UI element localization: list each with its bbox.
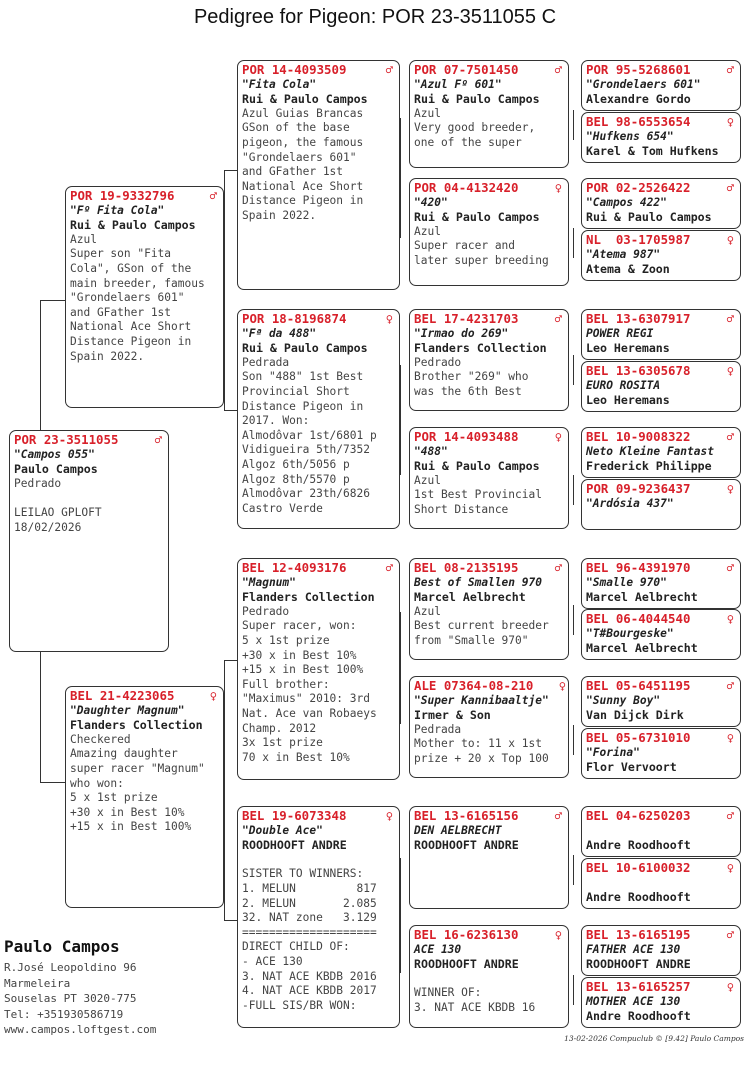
pigeon-card-sire[interactable] [65, 186, 224, 408]
ring-number: BEL 98-6553654 [586, 114, 691, 129]
pigeon-card-g15[interactable] [581, 925, 741, 976]
pigeon-name: ACE 130 [414, 942, 462, 956]
connector-line [400, 612, 401, 724]
male-icon: ♂ [726, 312, 734, 326]
connector-line [40, 782, 65, 783]
note: WINNER OF: 3. NAT ACE KBDB 16 [414, 986, 536, 1014]
connector-line [400, 118, 401, 238]
male-icon: ♂ [726, 928, 734, 942]
female-icon: ♀ [554, 430, 562, 444]
note: Brother "269" who was the 6th Best [414, 370, 529, 398]
pigeon-name: POWER REGI [586, 326, 654, 340]
ring-number: POR 14-4093509 [242, 62, 347, 77]
pigeon-card-dam[interactable] [65, 686, 224, 908]
owner: Rui & Paulo Campos [242, 341, 368, 356]
color: Checkered [70, 732, 131, 746]
pigeon-name: EURO ROSITA [586, 378, 661, 392]
ring-number: POR 09-9236437 [586, 481, 691, 496]
pigeon-name: "Super Kannibaaltje" [414, 693, 549, 707]
ring-number: BEL 10-9008322 [586, 429, 691, 444]
pigeon-card-sire-dam[interactable] [237, 309, 400, 529]
ring-number: BEL 06-4044540 [586, 611, 691, 626]
pigeon-name: "Fª da 488" [242, 326, 317, 340]
pigeon-name: "Azul Fº 601" [414, 77, 502, 91]
pigeon-card-sss[interactable] [409, 60, 569, 168]
pigeon-card-g12[interactable] [581, 728, 741, 779]
pigeon-card-subject[interactable] [9, 430, 169, 652]
female-icon: ♀ [558, 679, 566, 693]
pigeon-name: "Irmao do 269" [414, 326, 509, 340]
pigeon-name: Best of Smallen 970 [414, 575, 542, 589]
note: SISTER TO WINNERS: 1. MELUN 817 2. MELUN 2.085 32. NAT zone 3.129 ==================== DIRECT CHILD OF: - ACE 130 3. NAT ACE KBDB 2016 4. NAT ACE KBDB 2017 -FULL SIS/BR WON: [242, 867, 377, 1012]
male-icon: ♂ [554, 312, 562, 326]
pigeon-card-g3[interactable] [581, 178, 741, 229]
owner: Rui & Paulo Campos [414, 92, 540, 107]
connector-line [224, 170, 225, 300]
pigeon-card-g2[interactable] [581, 112, 741, 163]
owner: Alexandre Gordo [586, 92, 691, 107]
pigeon-card-g4[interactable] [581, 230, 741, 281]
breeder-name: Paulo Campos [4, 937, 120, 956]
pigeon-card-ssd[interactable] [409, 178, 569, 286]
note: Best current breeder from "Smalle 970" [414, 619, 549, 647]
pigeon-name: "Fº Fita Cola" [70, 203, 165, 217]
owner: Frederick Philippe [586, 459, 712, 474]
owner: Paulo Campos [14, 462, 98, 477]
ring-number: BEL 10-6100032 [586, 860, 691, 875]
female-icon: ♀ [726, 482, 734, 496]
pigeon-name: MOTHER ACE 130 [586, 994, 681, 1008]
color: Azul [414, 473, 441, 487]
owner: Van Dijck Dirk [586, 708, 684, 723]
ring-number: POR 07-7501450 [414, 62, 519, 77]
owner: Flanders Collection [414, 341, 547, 356]
owner: Andre Roodhooft [586, 837, 691, 852]
ring-number: BEL 13-6165156 [414, 808, 519, 823]
owner: Rui & Paulo Campos [414, 459, 540, 474]
ring-number: POR 04-4132420 [414, 180, 519, 195]
color: Azul [414, 604, 441, 618]
note: Very good breeder, one of the super [414, 121, 536, 149]
color: Pedrada [242, 355, 290, 369]
color: Azul Guias Brancas [242, 106, 364, 120]
pigeon-name [586, 876, 736, 890]
note: Mother to: 11 x 1st prize + 20 x Top 100 [414, 737, 549, 765]
male-icon: ♂ [209, 189, 217, 203]
owner: Leo Heremans [586, 393, 670, 408]
owner: Flanders Collection [70, 718, 203, 733]
pigeon-name [586, 824, 736, 838]
color: Pedrada [414, 722, 462, 736]
ring-number: BEL 05-6731010 [586, 730, 691, 745]
ring-number: POR 18-8196874 [242, 311, 347, 326]
connector-line [573, 110, 574, 140]
male-icon: ♂ [726, 63, 734, 77]
connector-line [573, 975, 574, 1005]
color: Azul [70, 232, 97, 246]
female-icon: ♀ [209, 689, 217, 703]
ring-number: POR 95-5268601 [586, 62, 691, 77]
pigeon-card-dam-dam[interactable] [237, 806, 400, 1028]
pigeon-card-sdd[interactable] [409, 427, 569, 529]
connector-line [40, 652, 41, 782]
print-stamp: 13-02-2026 Compuclub © [9.42] Paulo Campos [564, 1034, 744, 1043]
owner: ROODHOOFT ANDRE [586, 957, 691, 972]
pigeon-name: "Fita Cola" [242, 77, 317, 91]
owner: Karel & Tom Hufkens [586, 144, 719, 159]
ring-number: BEL 21-4223065 [70, 688, 175, 703]
pigeon-name: FATHER ACE 130 [586, 942, 681, 956]
male-icon: ♂ [385, 561, 393, 575]
ring-number: BEL 19-6073348 [242, 808, 347, 823]
pigeon-name: "Campos 055" [14, 447, 95, 461]
connector-line [224, 660, 237, 661]
owner: Marcel Aelbrecht [586, 641, 698, 656]
connector-line [400, 365, 401, 475]
pigeon-card-g7[interactable] [581, 427, 741, 478]
owner: Andre Roodhooft [586, 1009, 691, 1024]
connector-line [224, 170, 237, 171]
pigeon-card-dsd[interactable] [409, 676, 569, 778]
connector-line [573, 355, 574, 385]
page-title: Pedigree for Pigeon: POR 23-3511055 C [193, 6, 557, 28]
color: Pedrado [242, 604, 290, 618]
pigeon-name: "Grondelaers 601" [586, 77, 701, 91]
pigeon-name: "Campos 422" [586, 195, 667, 209]
color: Azul [414, 224, 441, 238]
pigeon-card-g8[interactable] [581, 479, 741, 530]
pigeon-card-dds[interactable] [409, 806, 569, 909]
connector-line [224, 300, 225, 410]
pigeon-name: Neto Kleine Fantast [586, 444, 714, 458]
connector-line [40, 300, 41, 432]
owner: Rui & Paulo Campos [414, 210, 540, 225]
pigeon-name: "Atema 987" [586, 247, 661, 261]
owner: Flanders Collection [242, 590, 375, 605]
pigeon-name: "T#Bourgeske" [586, 626, 674, 640]
pigeon-card-g10[interactable] [581, 609, 741, 660]
connector-line [224, 660, 225, 920]
female-icon: ♀ [385, 809, 393, 823]
connector-line [573, 228, 574, 258]
ring-number: BEL 04-6250203 [586, 808, 691, 823]
owner: ROODHOOFT ANDRE [414, 957, 519, 972]
connector-line [573, 605, 574, 635]
note: Son "488" 1st Best Provincial Short Distance Pigeon in 2017. Won: Almodôvar 1st/6801 p Vidigueira 5th/7352 Algoz 6th/5056 p Algoz 8th/5570 p Almodôvar 23th/6826 Castro Verde [242, 370, 377, 515]
connector-line [40, 300, 65, 301]
pigeon-card-g11[interactable] [581, 676, 741, 727]
ring-number: POR 19-9332796 [70, 188, 175, 203]
female-icon: ♀ [726, 364, 734, 378]
pigeon-card-g6[interactable] [581, 361, 741, 412]
female-icon: ♀ [554, 928, 562, 942]
female-icon: ♀ [726, 980, 734, 994]
ring-number: BEL 05-6451195 [586, 678, 691, 693]
ring-number: BEL 17-4231703 [414, 311, 519, 326]
connector-line [224, 920, 237, 921]
ring-number: BEL 12-4093176 [242, 560, 347, 575]
ring-number: BEL 13-6165257 [586, 979, 691, 994]
owner: Rui & Paulo Campos [242, 92, 368, 107]
pigeon-name: "Daughter Magnum" [70, 703, 185, 717]
ring-number: BEL 13-6305678 [586, 363, 691, 378]
ring-number: NL 03-1705987 [586, 232, 691, 247]
male-icon: ♂ [726, 809, 734, 823]
ring-number: POR 23-3511055 [14, 432, 119, 447]
ring-number: POR 02-2526422 [586, 180, 691, 195]
note: Super racer, won: 5 x 1st prize +30 x in Best 10% +15 x in Best 100% Full brother: "Maximus" 2010: 3rd Nat. Ace van Robaeys Champ. 2012 3x 1st prize 70 x in Best 10% [242, 619, 377, 764]
pigeon-card-sds[interactable] [409, 309, 569, 411]
note: Amazing daughter super racer "Magnum" who won: 5 x 1st prize +30 x in Best 10% +15 x in Best 100% [70, 747, 205, 834]
pigeon-name: "Forina" [586, 745, 640, 759]
pigeon-card-g13[interactable] [581, 806, 741, 857]
owner: Rui & Paulo Campos [586, 210, 712, 225]
connector-line [573, 855, 574, 885]
color: Pedrado [14, 476, 62, 490]
pigeon-card-sire-sire[interactable] [237, 60, 400, 290]
male-icon: ♂ [726, 181, 734, 195]
owner: Atema & Zoon [586, 262, 670, 277]
female-icon: ♀ [385, 312, 393, 326]
ring-number: BEL 13-6307917 [586, 311, 691, 326]
owner: Marcel Aelbrecht [414, 590, 526, 605]
ring-number: BEL 16-6236130 [414, 927, 519, 942]
color: Pedrado [414, 355, 462, 369]
pigeon-name: "Magnum" [242, 575, 296, 589]
connector-line [573, 475, 574, 505]
ring-number: BEL 08-2135195 [414, 560, 519, 575]
connector-line [224, 410, 237, 411]
pigeon-name: "Smalle 970" [586, 575, 667, 589]
pigeon-card-dam-sire[interactable] [237, 558, 400, 780]
pigeon-card-dss[interactable] [409, 558, 569, 660]
note: LEILAO GPLOFT 18/02/2026 [14, 505, 102, 534]
pigeon-name: "Hufkens 654" [586, 129, 674, 143]
male-icon: ♂ [726, 430, 734, 444]
pigeon-name: "Sunny Boy" [586, 693, 661, 707]
pigeon-card-ddd[interactable] [409, 925, 569, 1028]
pigeon-name: "Double Ace" [242, 823, 323, 837]
color: Azul [414, 106, 441, 120]
male-icon: ♂ [385, 63, 393, 77]
pigeon-card-g16[interactable] [581, 977, 741, 1028]
breeder-address: R.José Leopoldino 96 Marmeleira Souselas PT 3020-775 Tel: +351930586719 www.campos.loftgest.com [4, 961, 157, 1036]
pigeon-card-g14[interactable] [581, 858, 741, 909]
owner: Andre Roodhooft [586, 889, 691, 904]
ring-number: POR 14-4093488 [414, 429, 519, 444]
owner: Irmer & Son [414, 708, 491, 723]
male-icon: ♂ [554, 809, 562, 823]
pigeon-name: DEN AELBRECHT [414, 823, 502, 837]
male-icon: ♂ [554, 63, 562, 77]
female-icon: ♀ [554, 181, 562, 195]
pigeon-name: "488" [414, 444, 448, 458]
female-icon: ♀ [726, 731, 734, 745]
ring-number: ALE 07364-08-210 [414, 678, 534, 693]
pigeon-card-g5[interactable] [581, 309, 741, 360]
female-icon: ♀ [726, 612, 734, 626]
male-icon: ♂ [726, 561, 734, 575]
owner: ROODHOOFT ANDRE [242, 838, 347, 853]
ring-number: BEL 13-6165195 [586, 927, 691, 942]
pigeon-card-g9[interactable] [581, 558, 741, 609]
female-icon: ♀ [726, 115, 734, 129]
owner: ROODHOOFT ANDRE [414, 838, 519, 853]
connector-line [400, 858, 401, 973]
note: 1st Best Provincial Short Distance [414, 488, 542, 516]
note: Super son "Fita Cola", GSon of the main breeder, famous "Grondelaers 601" and GFather 1st National Ace Short Distance Pigeon in Spain 2022. [70, 247, 205, 363]
male-icon: ♂ [726, 679, 734, 693]
pigeon-name: "Ardósia 437" [586, 496, 674, 510]
male-icon: ♂ [154, 433, 162, 447]
owner: Rui & Paulo Campos [70, 218, 196, 233]
note: Super racer and later super breeding [414, 239, 549, 267]
owner: Flor Vervoort [586, 760, 677, 775]
pigeon-name: "420" [414, 195, 448, 209]
female-icon: ♀ [726, 861, 734, 875]
connector-line [573, 725, 574, 755]
ring-number: BEL 96-4391970 [586, 560, 691, 575]
note: GSon of the base pigeon, the famous "Grondelaers 601" and GFather 1st National Ace Short Distance Pigeon in Spain 2022. [242, 121, 364, 222]
pigeon-card-g1[interactable] [581, 60, 741, 111]
owner: Marcel Aelbrecht [586, 590, 698, 605]
male-icon: ♂ [554, 561, 562, 575]
female-icon: ♀ [726, 233, 734, 247]
owner: Leo Heremans [586, 341, 670, 356]
